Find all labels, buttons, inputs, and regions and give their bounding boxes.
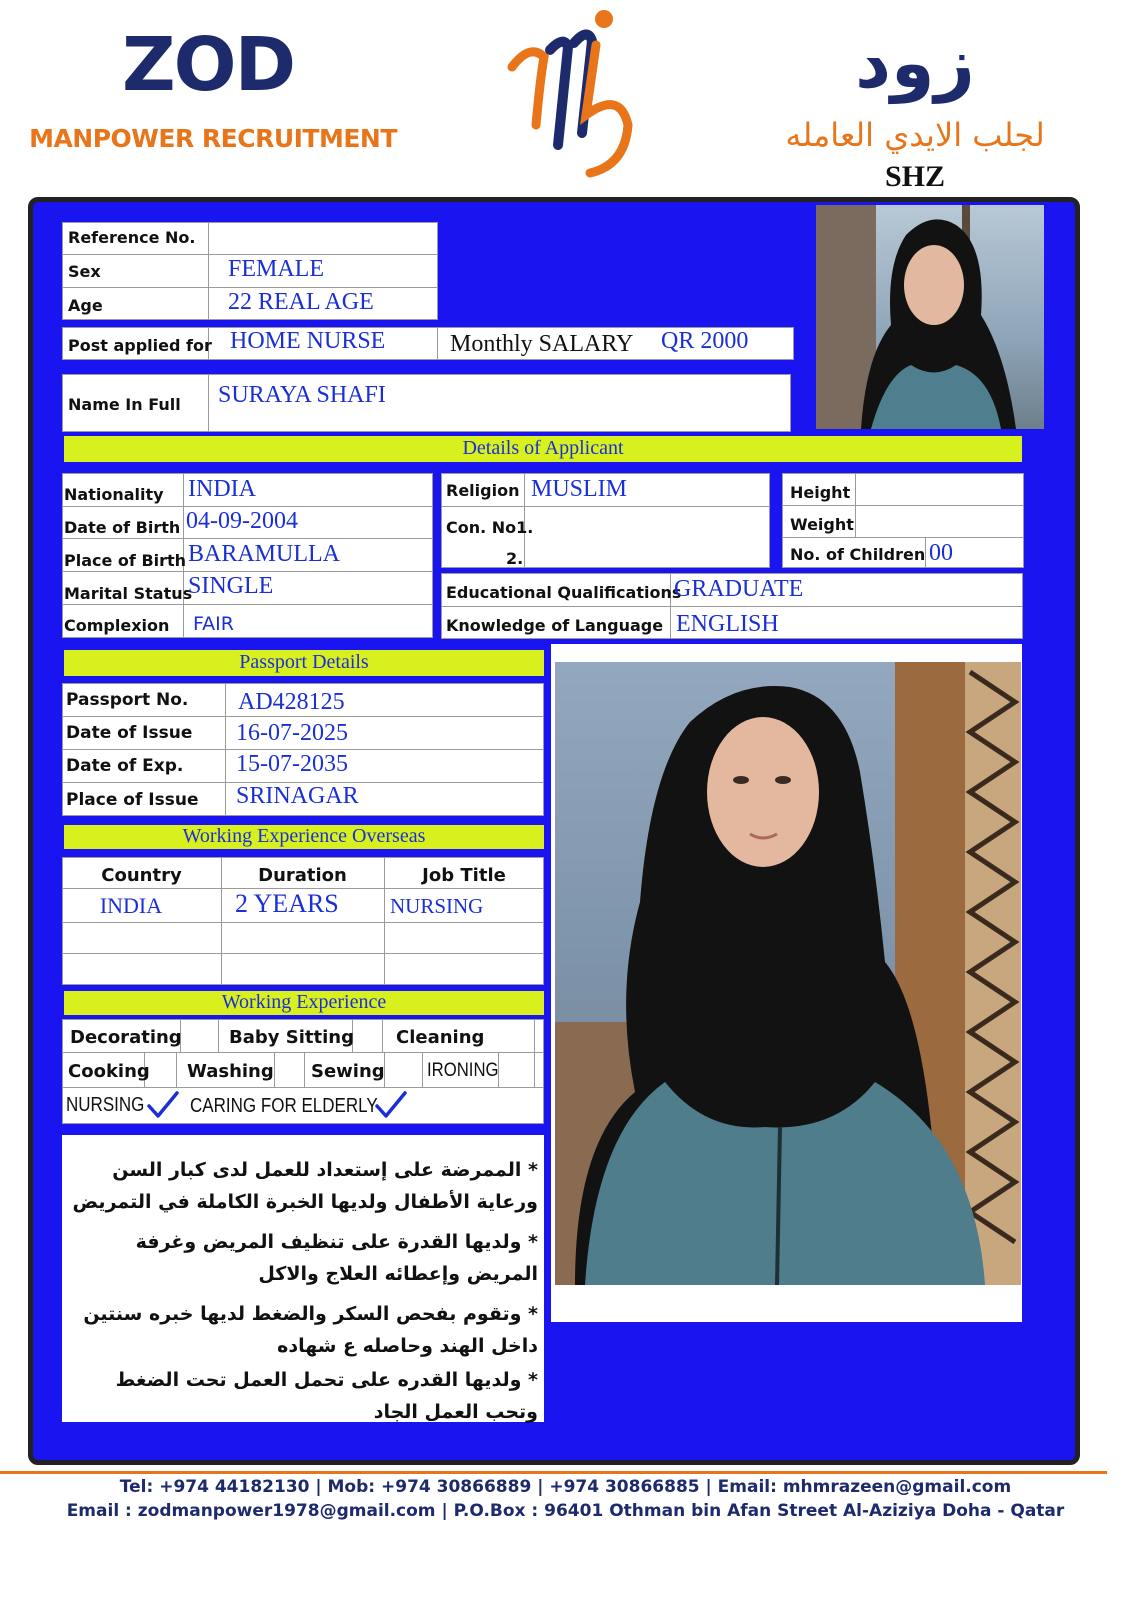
brand-logo-text: ZOD <box>122 22 294 108</box>
children-label: No. of Children <box>790 545 926 564</box>
arabic-tagline: لجلب الايدي العامله <box>785 116 1045 154</box>
language-label: Knowledge of Language <box>446 616 664 635</box>
dob-label: Date of Birth <box>64 518 181 537</box>
religion-value: MUSLIM <box>531 476 628 502</box>
language-value: ENGLISH <box>676 611 779 637</box>
passport-no-label: Passport No. <box>66 690 189 710</box>
passport-no-value: AD428125 <box>238 689 345 715</box>
expiry-date-value: 15-07-2035 <box>236 751 348 777</box>
expiry-date-label: Date of Exp. <box>66 756 184 776</box>
elderly-check-icon <box>374 1090 408 1120</box>
company-logo-icon <box>500 5 640 180</box>
overseas-title-bar: Working Experience Overseas <box>64 825 544 849</box>
issue-place-value: SRINAGAR <box>236 783 359 809</box>
applicant-photo-large <box>555 662 1021 1285</box>
details-title-bar: Details of Applicant <box>64 436 1022 462</box>
contact1-label: Con. No1. <box>446 518 534 537</box>
complexion-value: FAIR <box>193 613 234 635</box>
reference-label: Reference No. <box>68 228 196 247</box>
issue-date-label: Date of Issue <box>66 723 193 743</box>
children-value: 00 <box>929 540 953 566</box>
pob-label: Place of Birth <box>64 551 187 570</box>
overseas-country-value: INDIA <box>99 893 163 918</box>
skill-washing: Washing <box>187 1061 274 1082</box>
nationality-label: Nationality <box>64 485 164 504</box>
skill-nursing: NURSING <box>66 1094 145 1116</box>
dob-value: 04-09-2004 <box>186 508 298 534</box>
overseas-duration-value: 2 YEARS <box>235 889 339 918</box>
post-label: Post applied for <box>68 336 212 355</box>
sex-label: Sex <box>68 262 101 281</box>
arabic-brand: زود <box>855 22 975 104</box>
overseas-job-value: NURSING <box>390 894 484 918</box>
weight-label: Weight <box>790 515 854 534</box>
issue-date-value: 16-07-2025 <box>236 720 348 746</box>
applicant-photo-small <box>816 205 1044 429</box>
sex-value: FEMALE <box>228 256 324 282</box>
brand-subtitle: MANPOWER RECRUITMENT <box>29 124 397 153</box>
nursing-check-icon <box>146 1090 180 1120</box>
nationality-value: INDIA <box>188 476 256 502</box>
salary-value: QR 2000 <box>661 328 749 354</box>
note-4: * ولديها القدره على تحمل العمل تحت الضغط وتحب العمل الجاد <box>115 1369 538 1423</box>
skill-sewing: Sewing <box>311 1061 385 1082</box>
overseas-header-job: Job Title <box>422 865 506 886</box>
post-value: HOME NURSE <box>230 328 386 354</box>
passport-title-bar: Passport Details <box>64 650 544 676</box>
footer-line-2: Email : zodmanpower1978@gmail.com | P.O.Box : 96401 Othman bin Afan Street Al-Aziziya Doha - Qatar <box>66 1501 1065 1521</box>
pob-value: BARAMULLA <box>188 541 341 567</box>
age-value: 22 REAL AGE <box>228 289 374 315</box>
skill-baby-sitting: Baby Sitting <box>229 1027 354 1048</box>
skill-cooking: Cooking <box>68 1061 150 1082</box>
education-label: Educational Qualifications <box>446 583 682 602</box>
note-2: * ولديها القدرة على تنظيف المريض وغرفة المريض وإعطائه العلاج والاكل <box>135 1231 538 1285</box>
skill-decorating: Decorating <box>70 1027 182 1048</box>
religion-label: Religion <box>446 481 520 500</box>
footer-divider <box>0 1471 1107 1474</box>
marital-value: SINGLE <box>188 573 274 599</box>
skill-caring-elderly: CARING FOR ELDERLY <box>190 1095 378 1117</box>
name-label: Name In Full <box>68 395 181 414</box>
salary-label: Monthly SALARY <box>450 331 634 357</box>
contact2-label: 2. <box>506 549 524 568</box>
education-value: GRADUATE <box>674 576 804 602</box>
issue-place-label: Place of Issue <box>66 790 199 810</box>
age-label: Age <box>68 296 103 315</box>
overseas-header-country: Country <box>101 865 182 886</box>
footer-line-1: Tel: +974 44182130 | Mob: +974 30866889 | +974 30866885 | Email: mhmrazeen@gmail.com <box>119 1477 1012 1497</box>
complexion-label: Complexion <box>64 616 170 635</box>
note-1: * الممرضة على إستعداد للعمل لدى كبار السن ورعاية الأطفال ولديها الخبرة الكاملة في التمريض <box>72 1159 538 1213</box>
note-3: * وتقوم بفحص السكر والضغط لديها خبره سنتين داخل الهند وحاصله ع شهاده <box>83 1303 538 1357</box>
office-code: SHZ <box>884 160 946 193</box>
skill-cleaning: Cleaning <box>396 1027 485 1048</box>
marital-label: Marital Status <box>64 584 193 603</box>
height-label: Height <box>790 483 851 502</box>
name-value: SURAYA SHAFI <box>218 382 386 408</box>
overseas-header-duration: Duration <box>258 865 347 886</box>
experience-title-bar: Working Experience <box>64 991 544 1015</box>
skill-ironing: IRONING <box>427 1060 499 1081</box>
